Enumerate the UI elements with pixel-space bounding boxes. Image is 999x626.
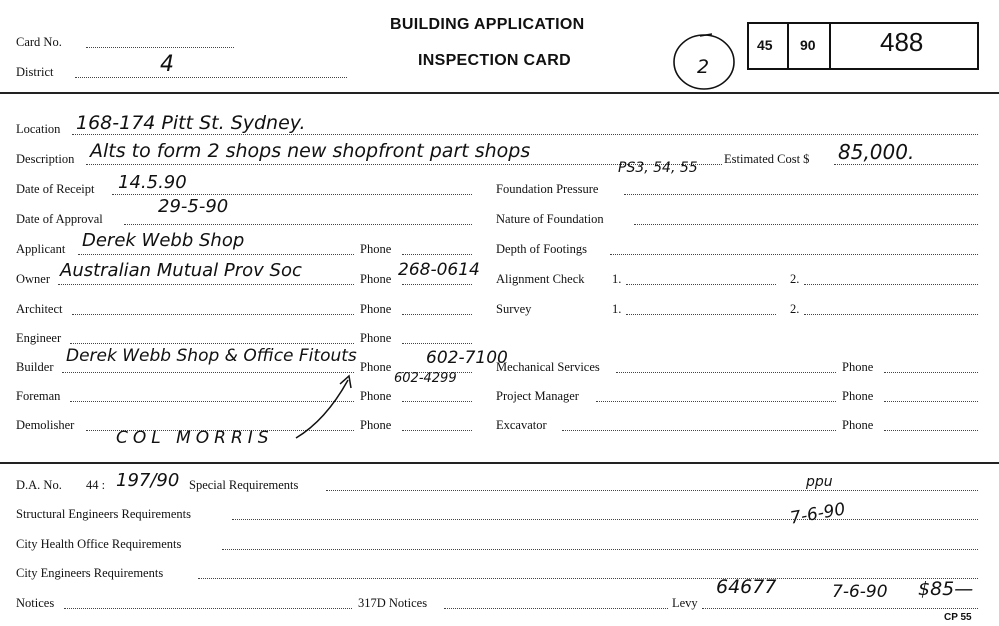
notices-field[interactable] <box>64 608 352 609</box>
foundation-pressure-field[interactable] <box>624 194 978 195</box>
reference-number-box <box>747 22 979 70</box>
levy-label: Levy <box>672 596 698 610</box>
city-engineers-label: City Engineers Requirements <box>16 566 164 580</box>
alignment-check-label: Alignment Check <box>496 272 585 286</box>
ref-part-a: 45 <box>757 37 773 53</box>
architect-field[interactable] <box>72 314 354 315</box>
owner-phone-label: Phone <box>360 272 392 286</box>
owner-field[interactable] <box>58 284 354 285</box>
applicant-label: Applicant <box>16 242 66 256</box>
builder-label: Builder <box>16 360 54 374</box>
notices-317d-label: 317D Notices <box>358 596 428 610</box>
levy-amount: $85— <box>918 578 974 600</box>
description-note: PS3, 54, 55 <box>618 160 698 176</box>
engineer-field[interactable] <box>70 343 354 344</box>
applicant-field[interactable] <box>78 254 354 255</box>
architect-phone-label: Phone <box>360 302 392 316</box>
card-no-field[interactable] <box>86 47 234 48</box>
location-label: Location <box>16 122 61 136</box>
engineer-label: Engineer <box>16 331 62 345</box>
project-manager-phone-label: Phone <box>842 389 874 403</box>
da-no-prefix: 44 : <box>86 478 106 492</box>
notices-317d-field[interactable] <box>444 608 668 609</box>
description-label: Description <box>16 152 75 166</box>
engineer-phone-label: Phone <box>360 331 392 345</box>
date-receipt-value: 14.5.90 <box>118 172 187 193</box>
district-field[interactable] <box>75 77 347 78</box>
date-receipt-label: Date of Receipt <box>16 182 95 196</box>
owner-label: Owner <box>16 272 51 286</box>
date-receipt-field[interactable] <box>112 194 472 195</box>
card-no-label: Card No. <box>16 35 62 49</box>
levy-number: 64677 <box>716 576 777 598</box>
excavator-phone-field[interactable] <box>884 430 978 431</box>
arrow-annotation <box>290 370 370 442</box>
architect-phone-field[interactable] <box>402 314 472 315</box>
bottom-section-rule <box>0 462 999 464</box>
owner-value: Australian Mutual Prov Soc <box>60 260 302 281</box>
special-requirements-label: Special Requirements <box>189 478 299 492</box>
date-approval-field[interactable] <box>124 224 472 225</box>
structural-engineers-label: Structural Engineers Requirements <box>16 507 191 521</box>
survey-2-field[interactable] <box>804 314 978 315</box>
levy-field[interactable] <box>702 608 978 609</box>
builder-phone-extra: 602-4299 <box>394 371 457 386</box>
da-no-value: 197/90 <box>116 470 180 491</box>
mechanical-phone-label: Phone <box>842 360 874 374</box>
excavator-field[interactable] <box>562 430 836 431</box>
header-rule <box>0 92 999 94</box>
district-value: 4 <box>160 52 174 77</box>
depth-footings-label: Depth of Footings <box>496 242 587 256</box>
mechanical-services-field[interactable] <box>616 372 836 373</box>
date-approval-label: Date of Approval <box>16 212 103 226</box>
alignment-check-1-field[interactable] <box>626 284 776 285</box>
notices-label: Notices <box>16 596 55 610</box>
nature-foundation-field[interactable] <box>634 224 978 225</box>
foundation-pressure-label: Foundation Pressure <box>496 182 599 196</box>
builder-phone-value: 602-7100 <box>426 348 508 368</box>
builder-value: Derek Webb Shop & Office Fitouts <box>66 346 357 366</box>
estimated-cost-label: Estimated Cost $ <box>724 152 810 166</box>
depth-footings-field[interactable] <box>610 254 978 255</box>
foreman-label: Foreman <box>16 389 61 403</box>
survey-1-label: 1. <box>612 302 622 316</box>
levy-date: 7-6-90 <box>832 582 888 602</box>
architect-label: Architect <box>16 302 63 316</box>
applicant-value: Derek Webb Shop <box>82 230 245 251</box>
applicant-phone-label: Phone <box>360 242 392 256</box>
ref-part-c: 488 <box>880 27 924 57</box>
alignment-check-1-label: 1. <box>612 272 622 286</box>
project-manager-field[interactable] <box>596 401 836 402</box>
nature-foundation-label: Nature of Foundation <box>496 212 604 226</box>
demolisher-label: Demolisher <box>16 418 75 432</box>
project-manager-label: Project Manager <box>496 389 579 403</box>
mechanical-services-label: Mechanical Services <box>496 360 600 374</box>
ppu-initials: ppu <box>806 474 833 490</box>
form-title-line1: BUILDING APPLICATION <box>390 16 585 33</box>
city-engineers-field[interactable] <box>198 578 978 579</box>
city-health-field[interactable] <box>222 549 978 550</box>
demolisher-phone-label: Phone <box>360 418 392 432</box>
applicant-phone-field[interactable] <box>402 254 472 255</box>
excavator-phone-label: Phone <box>842 418 874 432</box>
description-value: Alts to form 2 shops new shopfront part shops <box>90 140 531 162</box>
survey-1-field[interactable] <box>626 314 776 315</box>
project-manager-phone-field[interactable] <box>884 401 978 402</box>
special-requirements-field[interactable] <box>326 490 978 491</box>
form-title-line2: INSPECTION CARD <box>418 52 571 69</box>
location-value: 168-174 Pitt St. Sydney. <box>76 112 306 134</box>
survey-2-label: 2. <box>790 302 800 316</box>
excavator-label: Excavator <box>496 418 547 432</box>
da-no-label: D.A. No. <box>16 478 62 492</box>
owner-phone-value: 268-0614 <box>398 260 480 280</box>
district-label: District <box>16 65 54 79</box>
circled-mark-value: 2 <box>697 56 710 78</box>
builder-phone-label: Phone <box>360 360 392 374</box>
mechanical-phone-field[interactable] <box>884 372 978 373</box>
estimated-cost-value: 85,000. <box>838 140 915 164</box>
demolisher-value: COL MORRIS <box>116 428 274 448</box>
ref-part-b: 90 <box>800 37 816 53</box>
ref-divider-2 <box>829 24 831 68</box>
demolisher-phone-field[interactable] <box>402 430 472 431</box>
survey-label: Survey <box>496 302 532 316</box>
engineer-phone-field[interactable] <box>402 343 472 344</box>
form-code: CP 55 <box>944 612 972 623</box>
owner-phone-field[interactable] <box>402 284 472 285</box>
location-field[interactable] <box>72 134 978 135</box>
structural-engineers-field[interactable] <box>232 519 978 520</box>
foreman-phone-label: Phone <box>360 389 392 403</box>
alignment-check-2-field[interactable] <box>804 284 978 285</box>
date-approval-value: 29-5-90 <box>158 196 229 217</box>
foreman-phone-field[interactable] <box>402 401 472 402</box>
ref-divider-1 <box>787 24 789 68</box>
city-health-label: City Health Office Requirements <box>16 537 182 551</box>
alignment-check-2-label: 2. <box>790 272 800 286</box>
ppu-date: 7-6-90 <box>788 499 847 529</box>
estimated-cost-field[interactable] <box>834 164 978 165</box>
